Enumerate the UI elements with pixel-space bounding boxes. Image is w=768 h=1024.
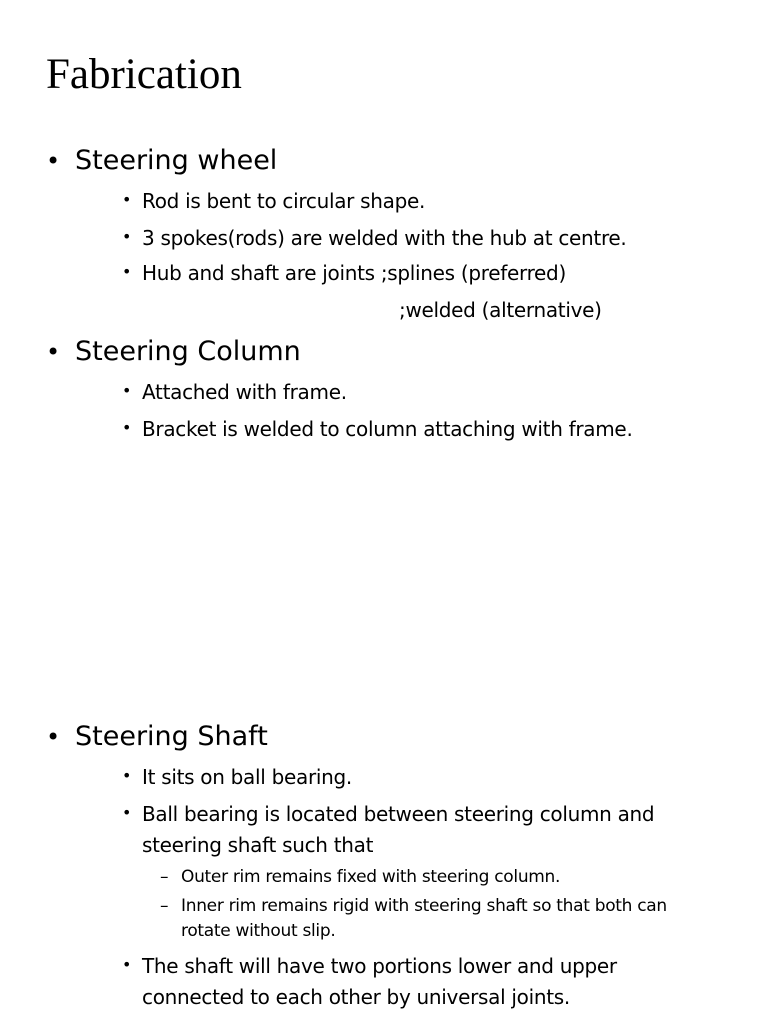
list-item-text: 3 spokes(rods) are welded with the hub at centre. (142, 226, 627, 250)
list-item-text: Ball bearing is located between steering column and (142, 802, 655, 826)
sub-list-item-continuation: rotate without slip. (181, 921, 336, 941)
list-item-continuation: connected to each other by universal joints. (142, 985, 570, 1009)
sub-list-item-text: Outer rim remains fixed with steering column. (181, 867, 561, 887)
list-item-text: Hub and shaft are joints ;splines (preferred) (142, 261, 566, 285)
list-item-text: It sits on ball bearing. (142, 765, 352, 789)
dash-icon: – (160, 896, 169, 916)
list-item-continuation: steering shaft such that (142, 833, 374, 857)
bullet-icon: • (122, 190, 132, 209)
bullet-icon: • (46, 147, 61, 175)
bullet-icon: • (122, 803, 132, 822)
bullet-icon: • (46, 338, 61, 366)
section-heading-text: Steering wheel (75, 145, 278, 176)
list-item-text: The shaft will have two portions lower and upper (142, 954, 617, 978)
bullet-icon: • (122, 955, 132, 974)
list-item-text: Attached with frame. (142, 380, 347, 404)
bullet-icon: • (122, 381, 132, 400)
bullet-icon: • (122, 227, 132, 246)
dash-icon: – (160, 867, 169, 887)
sub-list-item-text: Inner rim remains rigid with steering shaft so that both can (181, 896, 667, 916)
section-heading-text: Steering Column (75, 336, 301, 367)
bullet-icon: • (122, 262, 132, 281)
bullet-icon: • (46, 723, 61, 751)
list-item-text: Rod is bent to circular shape. (142, 189, 426, 213)
list-item-continuation: ;welded (alternative) (399, 298, 602, 322)
bullet-icon: • (122, 766, 132, 785)
bullet-icon: • (122, 418, 132, 437)
slide-title: Fabrication (46, 51, 242, 98)
section-heading-text: Steering Shaft (75, 721, 268, 752)
list-item-text: Bracket is welded to column attaching with frame. (142, 417, 633, 441)
